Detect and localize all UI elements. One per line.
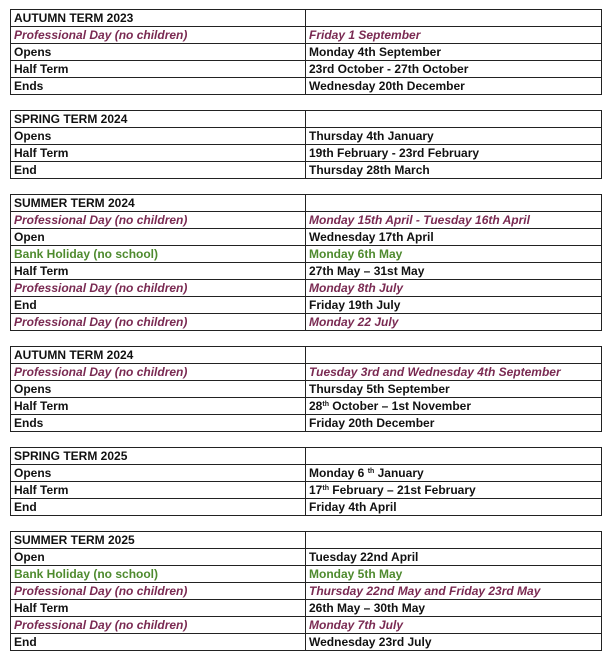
term-title: AUTUMN TERM 2023 bbox=[11, 10, 306, 27]
row-label: Professional Day (no children) bbox=[11, 314, 306, 331]
table-row bbox=[11, 465, 602, 482]
row-date bbox=[306, 398, 602, 415]
table-row bbox=[11, 499, 602, 516]
date-text: Monday 6 bbox=[309, 465, 368, 480]
term-title: SUMMER TERM 2024 bbox=[11, 195, 306, 212]
row-date: Wednesday 20th December bbox=[306, 78, 602, 95]
table-row bbox=[11, 78, 602, 95]
row-label: Professional Day (no children) bbox=[11, 280, 306, 297]
date-text: 28 bbox=[309, 398, 323, 413]
row-label: Professional Day (no children) bbox=[11, 212, 306, 229]
row-date: Friday 4th April bbox=[306, 499, 602, 516]
row-label: Half Term bbox=[11, 61, 306, 78]
row-date: Monday 7th July bbox=[306, 617, 602, 634]
row-date bbox=[306, 465, 602, 482]
table-row bbox=[11, 583, 602, 600]
date-text: October – 1st November bbox=[328, 398, 472, 413]
term-title: SUMMER TERM 2025 bbox=[11, 532, 306, 549]
row-date: Tuesday 3rd and Wednesday 4th September bbox=[306, 364, 602, 381]
row-label: Professional Day (no children) bbox=[11, 364, 306, 381]
term-title-row bbox=[11, 111, 602, 128]
row-label: Opens bbox=[11, 128, 306, 145]
row-date: Monday 15th April - Tuesday 16th April bbox=[306, 212, 602, 229]
term-title-spacer bbox=[306, 10, 602, 27]
row-label: Professional Day (no children) bbox=[11, 583, 306, 600]
table-row bbox=[11, 145, 602, 162]
term-table bbox=[10, 531, 602, 651]
row-date: Friday 1 September bbox=[306, 27, 602, 44]
table-row bbox=[11, 128, 602, 145]
table-row bbox=[11, 381, 602, 398]
row-label: Half Term bbox=[11, 145, 306, 162]
term-title-spacer bbox=[306, 448, 602, 465]
row-label: End bbox=[11, 499, 306, 516]
table-row bbox=[11, 566, 602, 583]
table-row bbox=[11, 415, 602, 432]
table-row bbox=[11, 364, 602, 381]
term-title-row bbox=[11, 347, 602, 364]
table-row bbox=[11, 280, 602, 297]
table-row bbox=[11, 398, 602, 415]
term-title-row bbox=[11, 448, 602, 465]
row-date: Monday 5th May bbox=[306, 566, 602, 583]
table-row bbox=[11, 297, 602, 314]
table-row bbox=[11, 246, 602, 263]
row-date: Thursday 22nd May and Friday 23rd May bbox=[306, 583, 602, 600]
term-title-spacer bbox=[306, 347, 602, 364]
row-date: Thursday 5th September bbox=[306, 381, 602, 398]
row-date: Friday 20th December bbox=[306, 415, 602, 432]
term-title-row bbox=[11, 195, 602, 212]
table-row bbox=[11, 482, 602, 499]
row-label: End bbox=[11, 634, 306, 651]
table-row bbox=[11, 229, 602, 246]
term-title: SPRING TERM 2024 bbox=[11, 111, 306, 128]
date-ordinal-suffix: th bbox=[322, 484, 329, 492]
row-label: Half Term bbox=[11, 263, 306, 280]
row-date: Monday 8th July bbox=[306, 280, 602, 297]
term-title-row bbox=[11, 10, 602, 27]
row-date: Tuesday 22nd April bbox=[306, 549, 602, 566]
row-label: End bbox=[11, 297, 306, 314]
row-date bbox=[306, 482, 602, 499]
row-date: 26th May – 30th May bbox=[306, 600, 602, 617]
row-label: Half Term bbox=[11, 398, 306, 415]
row-date: Thursday 28th March bbox=[306, 162, 602, 179]
row-date: Monday 4th September bbox=[306, 44, 602, 61]
row-date: Friday 19th July bbox=[306, 297, 602, 314]
table-row bbox=[11, 44, 602, 61]
term-table bbox=[10, 9, 602, 95]
date-text: 17 bbox=[309, 482, 323, 497]
term-title-spacer bbox=[306, 195, 602, 212]
term-title-spacer bbox=[306, 111, 602, 128]
table-row bbox=[11, 600, 602, 617]
table-row bbox=[11, 549, 602, 566]
term-table bbox=[10, 110, 602, 179]
term-title-spacer bbox=[306, 532, 602, 549]
row-label: Opens bbox=[11, 381, 306, 398]
row-label: Professional Day (no children) bbox=[11, 27, 306, 44]
row-date: Wednesday 17th April bbox=[306, 229, 602, 246]
table-row bbox=[11, 61, 602, 78]
row-label: Ends bbox=[11, 78, 306, 95]
row-date: Wednesday 23rd July bbox=[306, 634, 602, 651]
row-date: 23rd October - 27th October bbox=[306, 61, 602, 78]
row-label: End bbox=[11, 162, 306, 179]
row-date: 27th May – 31st May bbox=[306, 263, 602, 280]
row-label: Open bbox=[11, 229, 306, 246]
row-date: Monday 22 July bbox=[306, 314, 602, 331]
date-text: January bbox=[374, 465, 424, 480]
row-label: Open bbox=[11, 549, 306, 566]
row-label: Opens bbox=[11, 465, 306, 482]
table-row bbox=[11, 634, 602, 651]
row-date: Monday 6th May bbox=[306, 246, 602, 263]
date-ordinal-suffix: th bbox=[322, 400, 329, 408]
table-row bbox=[11, 617, 602, 634]
table-row bbox=[11, 162, 602, 179]
row-label: Half Term bbox=[11, 482, 306, 499]
row-label: Professional Day (no children) bbox=[11, 617, 306, 634]
term-table bbox=[10, 447, 602, 516]
row-label: Bank Holiday (no school) bbox=[11, 566, 306, 583]
row-label: Opens bbox=[11, 44, 306, 61]
term-table bbox=[10, 346, 602, 432]
table-row bbox=[11, 314, 602, 331]
date-ordinal-suffix: th bbox=[367, 467, 375, 475]
row-date: 19th February - 23rd February bbox=[306, 145, 602, 162]
term-title: SPRING TERM 2025 bbox=[11, 448, 306, 465]
table-row bbox=[11, 212, 602, 229]
term-title-row bbox=[11, 532, 602, 549]
row-label: Half Term bbox=[11, 600, 306, 617]
date-text: February – 21st February bbox=[328, 482, 476, 497]
term-table bbox=[10, 194, 602, 331]
row-label: Ends bbox=[11, 415, 306, 432]
table-row bbox=[11, 263, 602, 280]
row-date: Thursday 4th January bbox=[306, 128, 602, 145]
row-label: Bank Holiday (no school) bbox=[11, 246, 306, 263]
term-title: AUTUMN TERM 2024 bbox=[11, 347, 306, 364]
table-row bbox=[11, 27, 602, 44]
